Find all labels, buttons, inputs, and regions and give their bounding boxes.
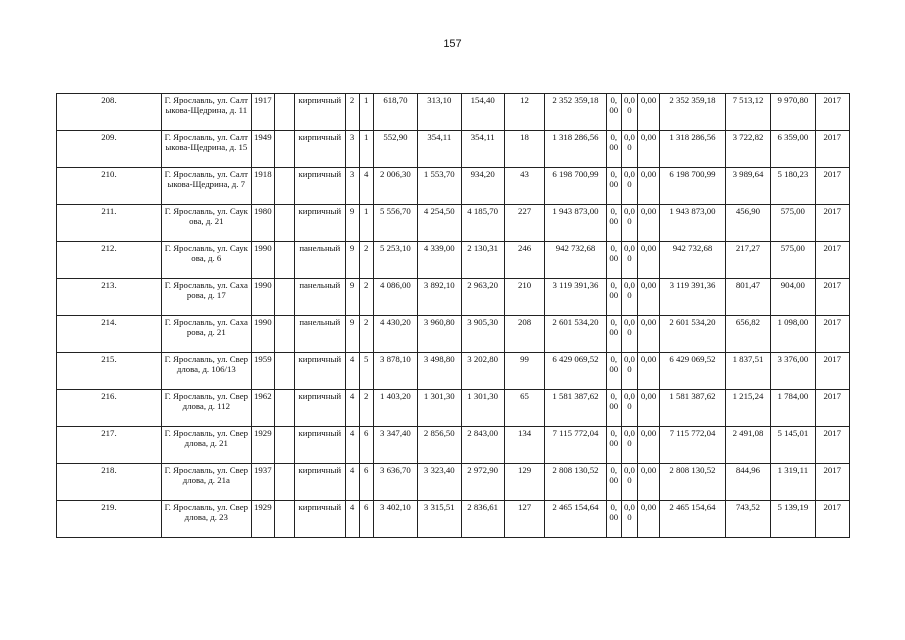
cell-fund-local: 0,00	[638, 242, 660, 279]
cell-entrances: 2	[359, 316, 373, 353]
cell-fund-regional: 0,00	[621, 205, 637, 242]
cell-fund-local: 0,00	[638, 279, 660, 316]
cell-residents: 227	[504, 205, 544, 242]
cell-area-residential: 1 301,30	[461, 390, 504, 427]
cell-fund-regional: 0,00	[621, 390, 637, 427]
cell-wall-material: кирпичный	[295, 131, 345, 168]
cell-fund-local: 0,00	[638, 427, 660, 464]
cell-spacer	[274, 390, 294, 427]
cell-fund-regional: 0,00	[621, 168, 637, 205]
cell-fund-federal: 0,00	[606, 131, 621, 168]
cell-max-cost-per-m2: 5 145,01	[771, 427, 815, 464]
cell-max-cost-per-m2: 575,00	[771, 205, 815, 242]
cell-area-residential: 154,40	[461, 94, 504, 131]
cell-spacer	[274, 205, 294, 242]
cell-fund-federal: 0,00	[606, 168, 621, 205]
cell-floors: 9	[345, 279, 359, 316]
cell-address: Г. Ярославль, ул. Свердлова, д. 21	[161, 427, 251, 464]
cell-area-total: 5 556,70	[373, 205, 417, 242]
cell-max-cost-per-m2: 9 970,80	[771, 94, 815, 131]
cell-area-living: 3 892,10	[418, 279, 461, 316]
cell-floors: 2	[345, 94, 359, 131]
cell-fund-regional: 0,00	[621, 316, 637, 353]
cell-area-total: 618,70	[373, 94, 417, 131]
cell-cost-owners: 6 198 700,99	[660, 168, 726, 205]
cell-area-residential: 934,20	[461, 168, 504, 205]
table-body	[57, 94, 850, 538]
cell-wall-material: кирпичный	[295, 501, 345, 538]
cell-build-year: 1962	[251, 390, 274, 427]
cell-max-cost-per-m2: 5 139,19	[771, 501, 815, 538]
cell-floors: 3	[345, 131, 359, 168]
cell-address: Г. Ярославль, ул. Свердлова, д. 112	[161, 390, 251, 427]
cell-plan-year: 2017	[815, 464, 849, 501]
cell-address: Г. Ярославль, ул. Свердлова, д. 106/13	[161, 353, 251, 390]
cell-cost-owners: 2 808 130,52	[660, 464, 726, 501]
cell-max-cost-per-m2: 3 376,00	[771, 353, 815, 390]
cell-area-total: 3 878,10	[373, 353, 417, 390]
cell-row-number: 218.	[57, 464, 162, 501]
cell-entrances: 6	[359, 464, 373, 501]
cell-build-year: 1980	[251, 205, 274, 242]
cell-max-cost-per-m2: 1 784,00	[771, 390, 815, 427]
cell-floors: 4	[345, 501, 359, 538]
cell-wall-material: кирпичный	[295, 353, 345, 390]
cell-address: Г. Ярославль, ул. Свердлова, д. 21а	[161, 464, 251, 501]
cell-area-living: 354,11	[418, 131, 461, 168]
cell-residents: 18	[504, 131, 544, 168]
cell-area-residential: 2 843,00	[461, 427, 504, 464]
cell-build-year: 1937	[251, 464, 274, 501]
cell-address: Г. Ярославль, ул. Сахарова, д. 17	[161, 279, 251, 316]
cell-floors: 9	[345, 205, 359, 242]
cell-residents: 134	[504, 427, 544, 464]
cell-area-living: 3 960,80	[418, 316, 461, 353]
table-row	[57, 242, 850, 279]
cell-address: Г. Ярославль, ул. Саукова, д. 21	[161, 205, 251, 242]
cell-wall-material: кирпичный	[295, 464, 345, 501]
cell-cost-owners: 1 318 286,56	[660, 131, 726, 168]
table-row	[57, 168, 850, 205]
cell-fund-federal: 0,00	[606, 390, 621, 427]
table-row	[57, 353, 850, 390]
cell-entrances: 4	[359, 168, 373, 205]
cell-cost-owners: 3 119 391,36	[660, 279, 726, 316]
cell-area-total: 3 402,10	[373, 501, 417, 538]
cell-area-residential: 2 130,31	[461, 242, 504, 279]
cell-spacer	[274, 168, 294, 205]
cell-build-year: 1929	[251, 501, 274, 538]
table-row	[57, 464, 850, 501]
cell-cost-per-m2: 801,47	[725, 279, 770, 316]
cell-area-residential: 4 185,70	[461, 205, 504, 242]
cell-fund-federal: 0,00	[606, 353, 621, 390]
cell-area-living: 3 498,80	[418, 353, 461, 390]
cell-plan-year: 2017	[815, 205, 849, 242]
cell-entrances: 6	[359, 501, 373, 538]
cell-residents: 208	[504, 316, 544, 353]
cell-plan-year: 2017	[815, 131, 849, 168]
cell-fund-regional: 0,00	[621, 501, 637, 538]
cell-area-residential: 3 905,30	[461, 316, 504, 353]
cell-spacer	[274, 501, 294, 538]
cell-max-cost-per-m2: 904,00	[771, 279, 815, 316]
cell-cost-owners: 942 732,68	[660, 242, 726, 279]
cell-spacer	[274, 242, 294, 279]
cell-address: Г. Ярославль, ул. Салтыкова-Щедрина, д. 11	[161, 94, 251, 131]
cell-floors: 3	[345, 168, 359, 205]
cell-cost-owners: 2 352 359,18	[660, 94, 726, 131]
cell-plan-year: 2017	[815, 94, 849, 131]
cell-wall-material: кирпичный	[295, 205, 345, 242]
cell-cost-per-m2: 656,82	[725, 316, 770, 353]
cell-fund-federal: 0,00	[606, 464, 621, 501]
cell-fund-regional: 0,00	[621, 242, 637, 279]
cell-max-cost-per-m2: 1 319,11	[771, 464, 815, 501]
cell-cost-owners: 7 115 772,04	[660, 427, 726, 464]
cell-area-total: 552,90	[373, 131, 417, 168]
cell-cost-total: 6 198 700,99	[545, 168, 607, 205]
cell-fund-local: 0,00	[638, 464, 660, 501]
cell-wall-material: кирпичный	[295, 94, 345, 131]
table-row	[57, 427, 850, 464]
cell-area-total: 4 086,00	[373, 279, 417, 316]
cell-fund-federal: 0,00	[606, 427, 621, 464]
cell-cost-per-m2: 3 989,64	[725, 168, 770, 205]
cell-fund-local: 0,00	[638, 501, 660, 538]
cell-cost-total: 1 943 873,00	[545, 205, 607, 242]
cell-cost-total: 7 115 772,04	[545, 427, 607, 464]
cell-wall-material: панельный	[295, 316, 345, 353]
cell-build-year: 1990	[251, 242, 274, 279]
cell-row-number: 216.	[57, 390, 162, 427]
cell-row-number: 209.	[57, 131, 162, 168]
cell-build-year: 1929	[251, 427, 274, 464]
cell-build-year: 1917	[251, 94, 274, 131]
cell-max-cost-per-m2: 1 098,00	[771, 316, 815, 353]
cell-entrances: 6	[359, 427, 373, 464]
cell-entrances: 2	[359, 390, 373, 427]
cell-row-number: 219.	[57, 501, 162, 538]
cell-entrances: 2	[359, 242, 373, 279]
cell-spacer	[274, 279, 294, 316]
cell-area-residential: 2 972,90	[461, 464, 504, 501]
cell-plan-year: 2017	[815, 316, 849, 353]
cell-floors: 4	[345, 464, 359, 501]
cell-area-living: 3 323,40	[418, 464, 461, 501]
cell-fund-local: 0,00	[638, 353, 660, 390]
cell-entrances: 1	[359, 131, 373, 168]
cell-spacer	[274, 131, 294, 168]
cell-floors: 4	[345, 427, 359, 464]
table-row	[57, 131, 850, 168]
cell-residents: 129	[504, 464, 544, 501]
cell-residents: 43	[504, 168, 544, 205]
cell-address: Г. Ярославль, ул. Саукова, д. 6	[161, 242, 251, 279]
cell-fund-federal: 0,00	[606, 316, 621, 353]
cell-spacer	[274, 427, 294, 464]
cell-fund-local: 0,00	[638, 168, 660, 205]
cell-cost-total: 3 119 391,36	[545, 279, 607, 316]
cell-fund-federal: 0,00	[606, 94, 621, 131]
cell-address: Г. Ярославль, ул. Сахарова, д. 21	[161, 316, 251, 353]
cell-cost-total: 2 808 130,52	[545, 464, 607, 501]
housing-registry-table	[56, 93, 850, 538]
cell-cost-total: 1 581 387,62	[545, 390, 607, 427]
cell-cost-total: 2 352 359,18	[545, 94, 607, 131]
cell-fund-regional: 0,00	[621, 353, 637, 390]
cell-fund-regional: 0,00	[621, 94, 637, 131]
cell-plan-year: 2017	[815, 353, 849, 390]
cell-cost-owners: 6 429 069,52	[660, 353, 726, 390]
cell-build-year: 1959	[251, 353, 274, 390]
cell-fund-local: 0,00	[638, 316, 660, 353]
cell-row-number: 213.	[57, 279, 162, 316]
cell-fund-local: 0,00	[638, 131, 660, 168]
cell-plan-year: 2017	[815, 242, 849, 279]
cell-floors: 4	[345, 390, 359, 427]
cell-entrances: 5	[359, 353, 373, 390]
cell-address: Г. Ярославль, ул. Салтыкова-Щедрина, д. 15	[161, 131, 251, 168]
cell-area-residential: 2 963,20	[461, 279, 504, 316]
cell-spacer	[274, 94, 294, 131]
cell-max-cost-per-m2: 5 180,23	[771, 168, 815, 205]
cell-area-living: 4 254,50	[418, 205, 461, 242]
cell-fund-federal: 0,00	[606, 242, 621, 279]
cell-cost-per-m2: 743,52	[725, 501, 770, 538]
cell-area-total: 3 636,70	[373, 464, 417, 501]
cell-fund-regional: 0,00	[621, 131, 637, 168]
cell-fund-federal: 0,00	[606, 205, 621, 242]
cell-cost-total: 1 318 286,56	[545, 131, 607, 168]
cell-row-number: 217.	[57, 427, 162, 464]
cell-residents: 127	[504, 501, 544, 538]
cell-residents: 65	[504, 390, 544, 427]
cell-cost-per-m2: 2 491,08	[725, 427, 770, 464]
cell-plan-year: 2017	[815, 168, 849, 205]
table-row	[57, 205, 850, 242]
cell-fund-federal: 0,00	[606, 279, 621, 316]
cell-area-living: 2 856,50	[418, 427, 461, 464]
cell-plan-year: 2017	[815, 390, 849, 427]
cell-spacer	[274, 353, 294, 390]
cell-cost-per-m2: 1 837,51	[725, 353, 770, 390]
cell-cost-per-m2: 1 215,24	[725, 390, 770, 427]
cell-cost-owners: 1 581 387,62	[660, 390, 726, 427]
cell-entrances: 1	[359, 94, 373, 131]
cell-floors: 9	[345, 242, 359, 279]
cell-cost-total: 942 732,68	[545, 242, 607, 279]
cell-build-year: 1949	[251, 131, 274, 168]
cell-residents: 12	[504, 94, 544, 131]
cell-row-number: 212.	[57, 242, 162, 279]
cell-area-total: 3 347,40	[373, 427, 417, 464]
cell-plan-year: 2017	[815, 427, 849, 464]
cell-cost-per-m2: 3 722,82	[725, 131, 770, 168]
cell-wall-material: панельный	[295, 279, 345, 316]
cell-area-living: 1 301,30	[418, 390, 461, 427]
cell-cost-total: 2 601 534,20	[545, 316, 607, 353]
cell-spacer	[274, 316, 294, 353]
cell-entrances: 1	[359, 205, 373, 242]
cell-cost-total: 6 429 069,52	[545, 353, 607, 390]
cell-area-residential: 2 836,61	[461, 501, 504, 538]
cell-cost-owners: 2 465 154,64	[660, 501, 726, 538]
cell-area-living: 3 315,51	[418, 501, 461, 538]
cell-address: Г. Ярославль, ул. Свердлова, д. 23	[161, 501, 251, 538]
cell-row-number: 215.	[57, 353, 162, 390]
cell-area-total: 4 430,20	[373, 316, 417, 353]
cell-fund-local: 0,00	[638, 205, 660, 242]
cell-cost-owners: 1 943 873,00	[660, 205, 726, 242]
cell-cost-per-m2: 217,27	[725, 242, 770, 279]
cell-floors: 9	[345, 316, 359, 353]
cell-build-year: 1990	[251, 316, 274, 353]
cell-residents: 99	[504, 353, 544, 390]
cell-area-residential: 3 202,80	[461, 353, 504, 390]
cell-address: Г. Ярославль, ул. Салтыкова-Щедрина, д. 7	[161, 168, 251, 205]
cell-fund-regional: 0,00	[621, 279, 637, 316]
cell-entrances: 2	[359, 279, 373, 316]
table-row	[57, 279, 850, 316]
cell-area-residential: 354,11	[461, 131, 504, 168]
cell-cost-owners: 2 601 534,20	[660, 316, 726, 353]
cell-build-year: 1918	[251, 168, 274, 205]
table-row	[57, 390, 850, 427]
cell-area-total: 5 253,10	[373, 242, 417, 279]
cell-row-number: 214.	[57, 316, 162, 353]
cell-floors: 4	[345, 353, 359, 390]
table-row	[57, 94, 850, 131]
cell-fund-regional: 0,00	[621, 464, 637, 501]
cell-wall-material: кирпичный	[295, 427, 345, 464]
table-row	[57, 501, 850, 538]
cell-row-number: 210.	[57, 168, 162, 205]
page-number: 157	[443, 38, 462, 50]
cell-spacer	[274, 464, 294, 501]
cell-build-year: 1990	[251, 279, 274, 316]
cell-cost-per-m2: 844,96	[725, 464, 770, 501]
cell-plan-year: 2017	[815, 501, 849, 538]
cell-area-living: 4 339,00	[418, 242, 461, 279]
cell-max-cost-per-m2: 575,00	[771, 242, 815, 279]
cell-fund-federal: 0,00	[606, 501, 621, 538]
cell-row-number: 208.	[57, 94, 162, 131]
cell-area-living: 1 553,70	[418, 168, 461, 205]
cell-row-number: 211.	[57, 205, 162, 242]
cell-area-total: 1 403,20	[373, 390, 417, 427]
cell-wall-material: панельный	[295, 242, 345, 279]
cell-residents: 246	[504, 242, 544, 279]
cell-residents: 210	[504, 279, 544, 316]
cell-wall-material: кирпичный	[295, 168, 345, 205]
cell-wall-material: кирпичный	[295, 390, 345, 427]
cell-fund-regional: 0,00	[621, 427, 637, 464]
cell-cost-per-m2: 7 513,12	[725, 94, 770, 131]
cell-fund-local: 0,00	[638, 94, 660, 131]
cell-fund-local: 0,00	[638, 390, 660, 427]
cell-cost-per-m2: 456,90	[725, 205, 770, 242]
cell-cost-total: 2 465 154,64	[545, 501, 607, 538]
table-row	[57, 316, 850, 353]
cell-plan-year: 2017	[815, 279, 849, 316]
cell-max-cost-per-m2: 6 359,00	[771, 131, 815, 168]
cell-area-total: 2 006,30	[373, 168, 417, 205]
cell-area-living: 313,10	[418, 94, 461, 131]
